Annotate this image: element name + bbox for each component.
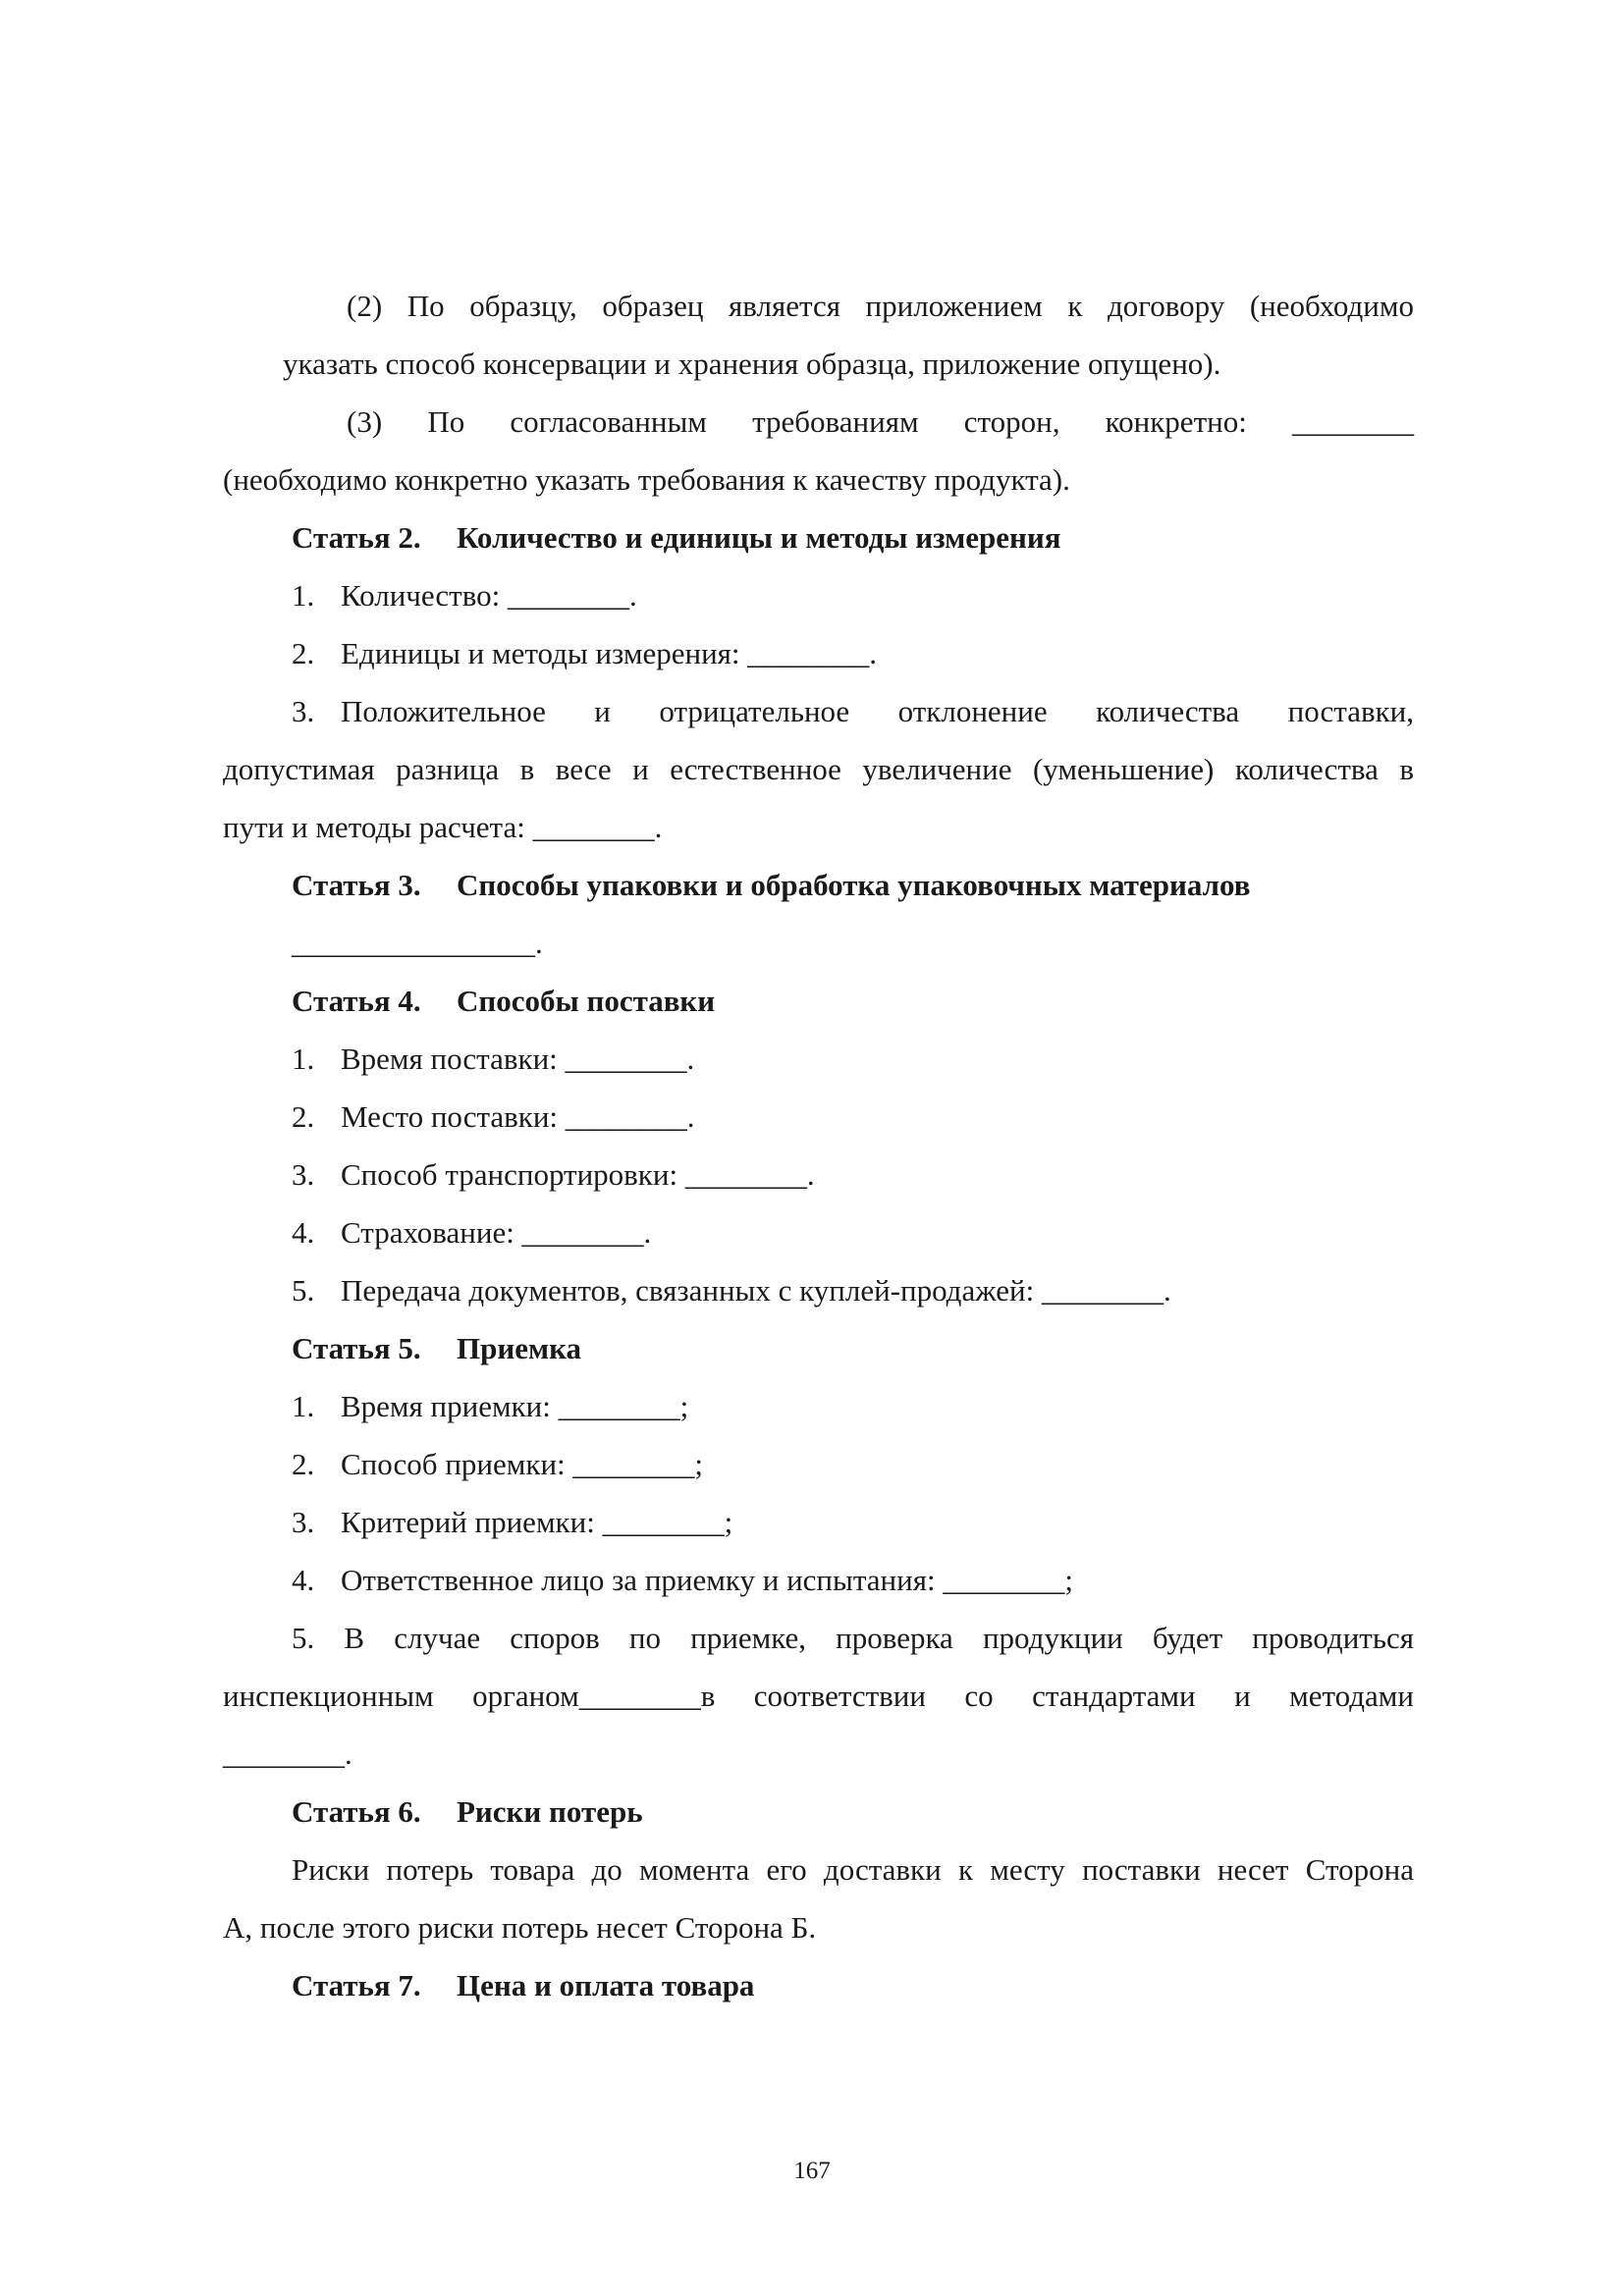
list-item-5-line1: 5. В случае споров по приемке, проверка продукции будет проводиться xyxy=(292,1621,1414,1655)
item-text: Критерий приемки: ________; xyxy=(341,1505,733,1539)
article-number: Статья 6. xyxy=(292,1794,421,1829)
article-6-text-line1: Риски потерь товара до момента его доставки к месту поставки несет Сторона xyxy=(292,1852,1414,1887)
item-text: Способ транспортировки: ________. xyxy=(341,1157,815,1192)
list-item xyxy=(223,1261,1414,1319)
item-number: 1. xyxy=(292,578,315,613)
article-7-heading xyxy=(223,1956,1414,2014)
list-item xyxy=(223,566,1414,624)
item-number: 2. xyxy=(292,1447,315,1481)
item-text: Положительное и отрицательное отклонение количества поставки, xyxy=(341,694,1414,728)
item-text: Способ приемки: ________; xyxy=(341,1447,704,1481)
article-title: Приемка xyxy=(457,1331,581,1365)
article-number: Статья 4. xyxy=(292,984,421,1018)
list-item xyxy=(223,1030,1414,1088)
item-number: 1. xyxy=(292,1041,315,1076)
article-6-heading xyxy=(223,1783,1414,1841)
paragraph-agreed-line1: (3) По согласованным требованиям сторон, конкретно: ________ xyxy=(347,404,1414,439)
list-item-5-line2: инспекционным органом________в соответствии со стандартами и методами xyxy=(223,1679,1414,1713)
item-text: Единицы и методы измерения: ________. xyxy=(341,636,878,670)
page-number: 167 xyxy=(793,2158,831,2184)
list-item xyxy=(223,1493,1414,1551)
item-text: Ответственное лицо за приемку и испытания: ________; xyxy=(341,1563,1073,1597)
article-title: Риски потерь xyxy=(457,1794,643,1829)
article-title: Способы поставки xyxy=(457,984,716,1018)
list-item xyxy=(223,1146,1414,1203)
article-title: Количество и единицы и методы измерения xyxy=(457,520,1061,555)
article-4-heading xyxy=(223,972,1414,1030)
article-number: Статья 7. xyxy=(292,1968,421,2002)
item-number: 3. xyxy=(292,694,315,728)
item-text: Передача документов, связанных с куплей-продажей: ________. xyxy=(341,1273,1171,1308)
article-5-heading xyxy=(223,1319,1414,1377)
list-item-3-line1 xyxy=(223,682,1414,740)
item-number: 5. xyxy=(292,1273,315,1308)
item-number: 1. xyxy=(292,1389,315,1423)
item-text: Место поставки: ________. xyxy=(341,1099,695,1134)
list-item-5-line3: ________. xyxy=(223,1736,352,1771)
item-number: 2. xyxy=(292,1099,315,1134)
item-number: 4. xyxy=(292,1215,315,1250)
list-item xyxy=(223,624,1414,682)
article-title: Цена и оплата товара xyxy=(457,1968,755,2002)
list-item xyxy=(223,1551,1414,1609)
list-item xyxy=(223,1377,1414,1435)
item-text: Количество: ________. xyxy=(341,578,637,613)
item-number: 3. xyxy=(292,1157,315,1192)
item-number: 4. xyxy=(292,1563,315,1597)
article-number: Статья 5. xyxy=(292,1331,421,1365)
paragraph-sample-line2: указать способ консервации и хранения образца, приложение опущено). xyxy=(283,347,1221,381)
article-3-blank: ________________. xyxy=(292,926,543,960)
paragraph-agreed-line2: (необходимо конкретно указать требования к качеству продукта). xyxy=(223,462,1070,497)
list-item xyxy=(223,1203,1414,1261)
article-2-heading xyxy=(223,508,1414,566)
item-number: 3. xyxy=(292,1505,315,1539)
paragraph-sample-line1: (2) По образцу, образец является приложением к договору (необходимо xyxy=(347,289,1414,323)
list-item-3-line3: пути и методы расчета: ________. xyxy=(223,810,663,844)
item-text: Время приемки: ________; xyxy=(341,1389,689,1423)
article-6-text-line2: А, после этого риски потерь несет Сторона Б. xyxy=(223,1910,817,1945)
list-item xyxy=(223,1435,1414,1493)
item-text: Время поставки: ________. xyxy=(341,1041,695,1076)
article-number: Статья 2. xyxy=(292,520,421,555)
page-content xyxy=(223,277,1414,2014)
item-text: Страхование: ________. xyxy=(341,1215,652,1250)
list-item-3-line2: допустимая разница в весе и естественное увеличение (уменьшение) количества в xyxy=(223,752,1414,786)
article-title: Способы упаковки и обработка упаковочных материалов xyxy=(457,868,1251,902)
article-number: Статья 3. xyxy=(292,868,421,902)
item-number: 2. xyxy=(292,636,315,670)
list-item xyxy=(223,1088,1414,1146)
article-3-heading xyxy=(223,856,1414,914)
